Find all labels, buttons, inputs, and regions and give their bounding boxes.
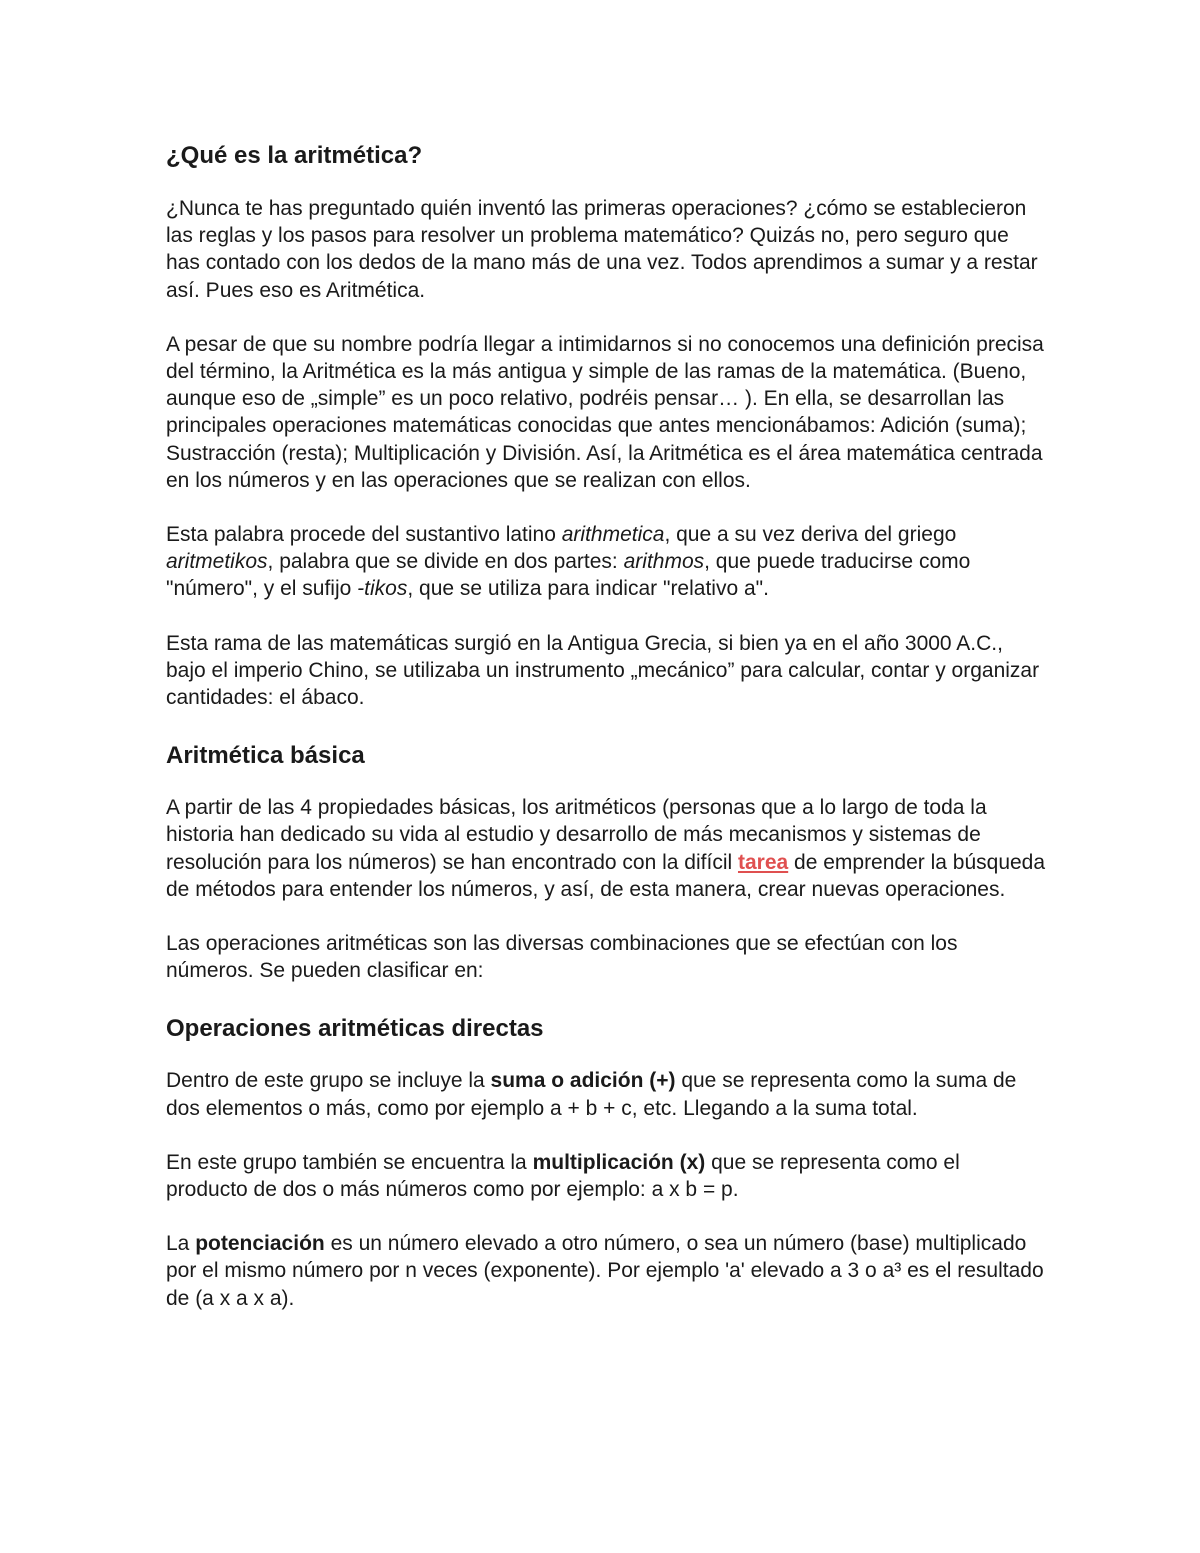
paragraph-intro: ¿Nunca te has preguntado quién inventó las primeras operaciones? ¿cómo se establecieron las reglas y los pasos para resolver un problema matemático? Quizás no, pero seguro que has contado con los dedos de la mano más de una vez. Todos aprendimos a sumar y a restar así. Pues eso es Aritmética. [166,197,1038,302]
paragraph-propiedades [166,794,1046,903]
potenciacion-text-2: es un número elevado a otro número, o sea un número (base) multiplicado por el mismo número por n veces (exponente). Por ejemplo 'a' elevado a 3 o a³ es el resultado de (a x a x a). [166,1232,1044,1310]
term-multiplicacion: multiplicación (x) [532,1150,706,1174]
term-suma: suma o adición (+) [490,1069,676,1093]
term-tikos: -tikos [357,577,408,601]
multiplicacion-text-2: que se representa como el producto de dos o más números como por ejemplo: a x b = p. [166,1150,960,1202]
suma-text-2: que se representa como la suma de dos elementos o más, como por ejemplo a + b + c, etc. Llegando a la suma total. [166,1069,1017,1120]
etimologia-text-3: , palabra que se divide en dos partes: [267,550,624,574]
propiedades-text-2: de emprender la búsqueda de métodos para entender los números, y así, de esta manera, crear nuevas operaciones. [166,850,1046,901]
paragraph-multiplicacion [166,1149,1046,1203]
etimologia-text-4: , que puede traducirse como "número", y el sufijo [166,550,971,601]
heading-que-es-la-aritmetica: ¿Qué es la aritmética? [166,142,423,169]
etimologia-text-2: , que a su vez deriva del griego [664,523,957,547]
potenciacion-text-1: La [166,1232,196,1256]
heading-operaciones-directas: Operaciones aritméticas directas [166,1015,544,1043]
term-arithmetica: arithmetica [561,523,665,547]
multiplicacion-text-1: En este grupo también se encuentra la [166,1150,533,1174]
heading-aritmetica-basica: Aritmética básica [166,742,365,770]
paragraph-potenciacion [166,1230,1046,1312]
etimologia-text-5: , que se utiliza para indicar "relativo a". [407,577,769,601]
tarea-link[interactable]: tarea [737,850,789,874]
paragraph-historia: Esta rama de las matemáticas surgió en la Antigua Grecia, si bien ya en el año 3000 A.C., bajo el imperio Chino, se utilizaba un instrumento „mecánico” para calcular, contar y organizar cantidades: el ábaco. [166,631,1040,710]
term-potenciacion: potenciación [195,1232,325,1256]
etimologia-text-1: Esta palabra procede del sustantivo latino [166,523,562,547]
paragraph-operaciones: Las operaciones aritméticas son las diversas combinaciones que se efectúan con los números. Se pueden clasificar en: [166,932,958,983]
paragraph-definicion: A pesar de que su nombre podría llegar a intimidarnos si no conocemos una definición precisa del término, la Aritmética es la más antigua y simple de las ramas de la matemática. (Bueno, aunque eso de „simple” es un poco relativo, podréis pensar… ). En ella, se desarrollan las principales operaciones matemáticas conocidas que antes mencionábamos: Adición (suma); Sustracción (resta); Multiplicación y División. Así, la Aritmética es el área matemática centrada en los números y en las operaciones que se realizan con ellos. [166,332,1044,492]
propiedades-text-1: A partir de las 4 propiedades básicas, los aritméticos (personas que a lo largo de toda la historia han dedicado su vida al estudio y desarrollo de más mecanismos y sistemas de resolución para los números) se han encontrado con la difícil [166,796,987,874]
paragraph-etimologia [166,521,1046,603]
paragraph-suma [166,1067,1046,1121]
term-aritmetikos: aritmetikos [166,550,268,574]
suma-text-1: Dentro de este grupo se incluye la [166,1069,491,1093]
term-arithmos: arithmos [623,550,705,574]
document-page [166,138,1046,1339]
